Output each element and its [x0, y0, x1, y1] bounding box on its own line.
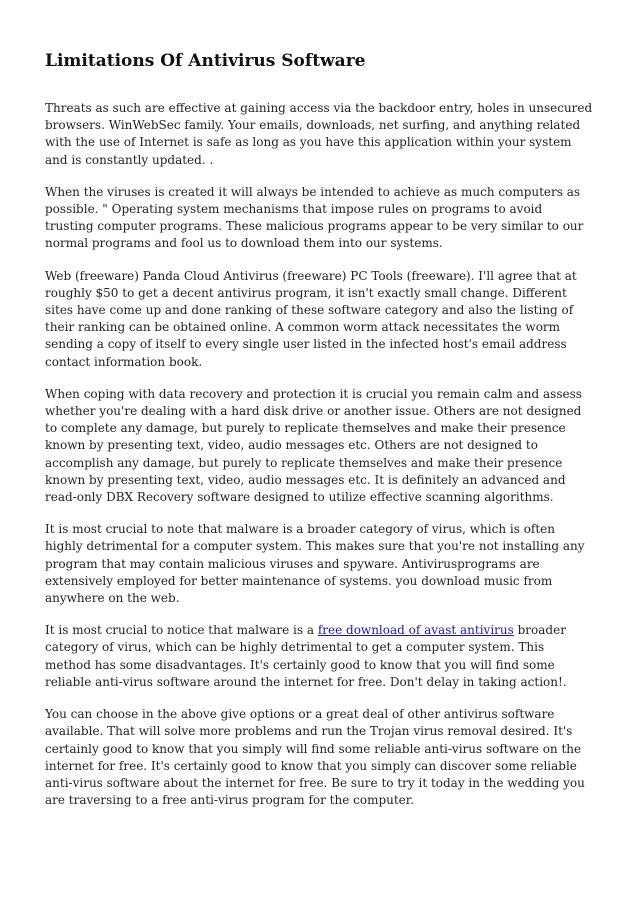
paragraph-2: When the viruses is created it will always be intended to achieve as much computers as possible. " Operating system mechanisms that impose rules on programs to avoid trusting computer programs. These malicious programs appear to be very similar to our normal programs and fool us to download them into our systems.: [45, 184, 584, 251]
paragraph-6: [45, 622, 593, 691]
avast-download-link[interactable]: free download of avast antivirus: [317, 623, 514, 638]
page-title: Limitations Of Antivirus Software: [45, 51, 366, 71]
paragraph-6-text-before: It is most crucial to notice that malware is a: [45, 623, 318, 638]
paragraph-5: It is most crucial to note that malware is a broader category of virus, which is often highly detrimental for a computer system. This makes sure that you're not installing any program that may contain malicious viruses and spyware. Antivirusprograms are extensively employed for better maintenance of systems. you download music from anywhere on the web.: [45, 522, 585, 606]
paragraph-6-text-after: broader category of virus, which can be highly detrimental to get a computer system. This method has some disadvantages. It's certainly good to know that you will find some reliable anti-virus software around the internet for free. Don't delay in taking action!.: [45, 623, 567, 689]
paragraph-4: When coping with data recovery and protection it is crucial you remain calm and assess whether you're dealing with a hard disk drive or another issue. Others are not designed to complete any damage, but purely to replicate themselves and make their presence known by presenting text, video, audio messages etc. Others are not designed to accomplish any damage, but purely to replicate themselves and make their presence known by presenting text, video, audio messages etc. It is definitely an advanced and read-only DBX Recovery software designed to utilize effective scanning algorithms.: [45, 386, 582, 505]
paragraph-1: Threats as such are effective at gaining access via the backdoor entry, holes in unsecured browsers. WinWebSec family. Your emails, downloads, net surfing, and anything related with the use of Internet is safe as long as you have this application within your system and is constantly updated. .: [45, 101, 593, 167]
paragraph-7: You can choose in the above give options or a great deal of other antivirus software available. That will solve more problems and run the Trojan virus removal desired. It's certainly good to know that you simply will find some reliable anti-virus software on the internet for free. It's certainly good to know that you simply can discover some reliable anti-virus software about the internet for free. Be sure to try it today in the wedding you are traversing to a free anti-virus program for the computer.: [45, 707, 585, 808]
paragraph-3: Web (freeware) Panda Cloud Antivirus (freeware) PC Tools (freeware). I'll agree that at roughly $50 to get a decent antivirus program, it isn't exactly small change. Different sites have come up and done ranking of these software category and also the listing of their ranking can be obtained online. A common worm attack necessitates the worm sending a copy of itself to every single user listed in the infected host's email address contact information book.: [45, 268, 577, 369]
